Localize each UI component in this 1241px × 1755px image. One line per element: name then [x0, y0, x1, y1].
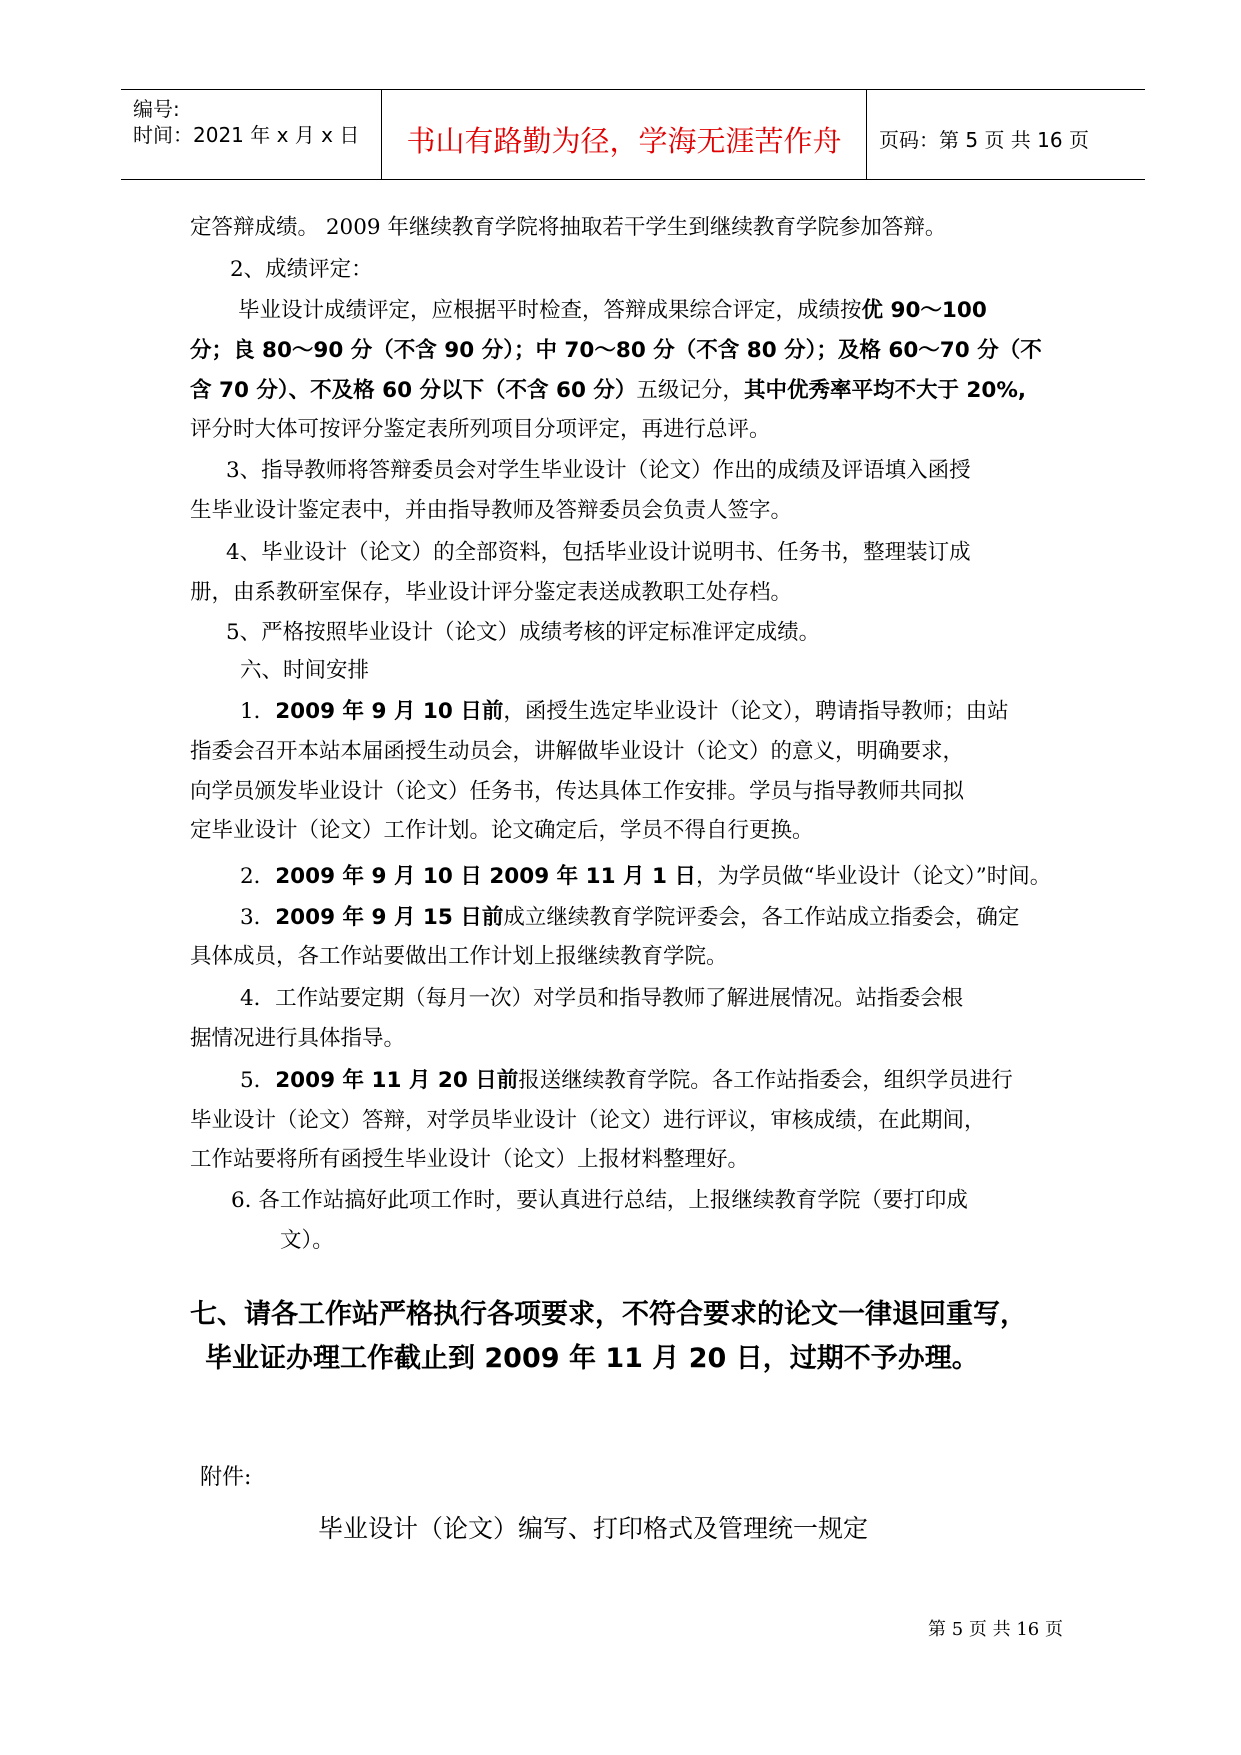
- header-right-cell: [867, 90, 1145, 179]
- body-line: 4．工作站要定期（每月一次）对学员和指导教师了解进展情况。站指委会根: [240, 986, 964, 1011]
- page-header: [121, 89, 1145, 180]
- body-line: 2．2009 年 9 月 10 日 2009 年 11 月 1 日，为学员做“毕业设计（论文）”时间。: [240, 864, 1052, 889]
- body-line: 生毕业设计鉴定表中，并由指导教师及答辩委员会负责人签字。: [190, 498, 793, 523]
- body-line: 指委会召开本站本届函授生动员会，讲解做毕业设计（论文）的意义，明确要求，: [190, 739, 965, 764]
- body-line: 文）。: [280, 1228, 334, 1253]
- body-line: 毕业设计（论文）答辩，对学员毕业设计（论文）进行评议，审核成绩，在此期间，: [190, 1108, 986, 1133]
- header-left-cell: [121, 90, 382, 179]
- attachment-title: 毕业设计（论文）编写、打印格式及管理统一规定: [318, 1514, 869, 1543]
- body-line: 具体成员，各工作站要做出工作计划上报继续教育学院。: [190, 944, 728, 969]
- body-line: 工作站要将所有函授生毕业设计（论文）上报材料整理好。: [190, 1147, 750, 1172]
- body-line: 据情况进行具体指导。: [190, 1026, 406, 1051]
- section-7-heading-cont: 毕业证办理工作截止到 2009 年 11 月 20 日，过期不予办理。: [205, 1343, 979, 1374]
- body-line-bold: 分；良 80～90 分（不含 90 分）；中 70～80 分（不含 80 分）；及格 60～70 分（不: [190, 338, 1042, 363]
- header-middle-cell: [382, 90, 867, 179]
- body-line: 毕业设计成绩评定，应根据平时检查，答辩成果综合评定，成绩按优 90～100: [238, 298, 987, 323]
- body-line: 5、严格按照毕业设计（论文）成绩考核的评定标准评定成绩。: [226, 620, 821, 645]
- section-7-heading: 七、请各工作站严格执行各项要求，不符合要求的论文一律退回重写，: [190, 1299, 1027, 1330]
- body-line: 2、成绩评定：: [230, 257, 373, 282]
- document-code-label: 编号:: [133, 97, 180, 121]
- body-line: 6. 各工作站搞好此项工作时，要认真进行总结，上报继续教育学院（要打印成: [231, 1188, 968, 1213]
- body-line: 4、毕业设计（论文）的全部资料，包括毕业设计说明书、任务书，整理装订成: [226, 540, 971, 565]
- header-page-number: 页码：第 5 页 共 16 页: [879, 128, 1089, 152]
- section-heading: 六、时间安排: [240, 658, 370, 683]
- body-line: 定答辩成绩。 2009 年继续教育学院将抽取若干学生到继续教育学院参加答辩。: [190, 215, 947, 240]
- body-line: 3、指导教师将答辩委员会对学生毕业设计（论文）作出的成绩及评语填入函授: [226, 458, 971, 483]
- body-line: 3．2009 年 9 月 15 日前成立继续教育学院评委会，各工作站成立指委会，确定: [240, 905, 1020, 930]
- body-line: 定毕业设计（论文）工作计划。论文确定后，学员不得自行更换。: [190, 818, 814, 843]
- body-line: 评分时大体可按评分鉴定表所列项目分项评定，再进行总评。: [190, 417, 771, 442]
- header-motto: 书山有路勤为径，学海无涯苦作舟: [406, 124, 842, 158]
- body-line: 册，由系教研室保存，毕业设计评分鉴定表送成教职工处存档。: [190, 580, 793, 605]
- body-line: 1．2009 年 9 月 10 日前，函授生选定毕业设计（论文），聘请指导教师；由站: [240, 699, 1009, 724]
- attachment-label: 附件:: [200, 1465, 252, 1490]
- body-line: 向学员颁发毕业设计（论文）任务书，传达具体工作安排。学员与指导教师共同拟: [190, 779, 965, 804]
- body-line: 5．2009 年 11 月 20 日前报送继续教育学院。各工作站指委会，组织学员进行: [240, 1068, 1013, 1093]
- body-line: 含 70 分）、不及格 60 分以下（不含 60 分）五级记分，其中优秀率平均不大于 20%,: [190, 378, 1027, 403]
- footer-page-number: 第 5 页 共 16 页: [928, 1619, 1063, 1640]
- document-date-label: 时间：2021 年 x 月 x 日: [133, 123, 360, 147]
